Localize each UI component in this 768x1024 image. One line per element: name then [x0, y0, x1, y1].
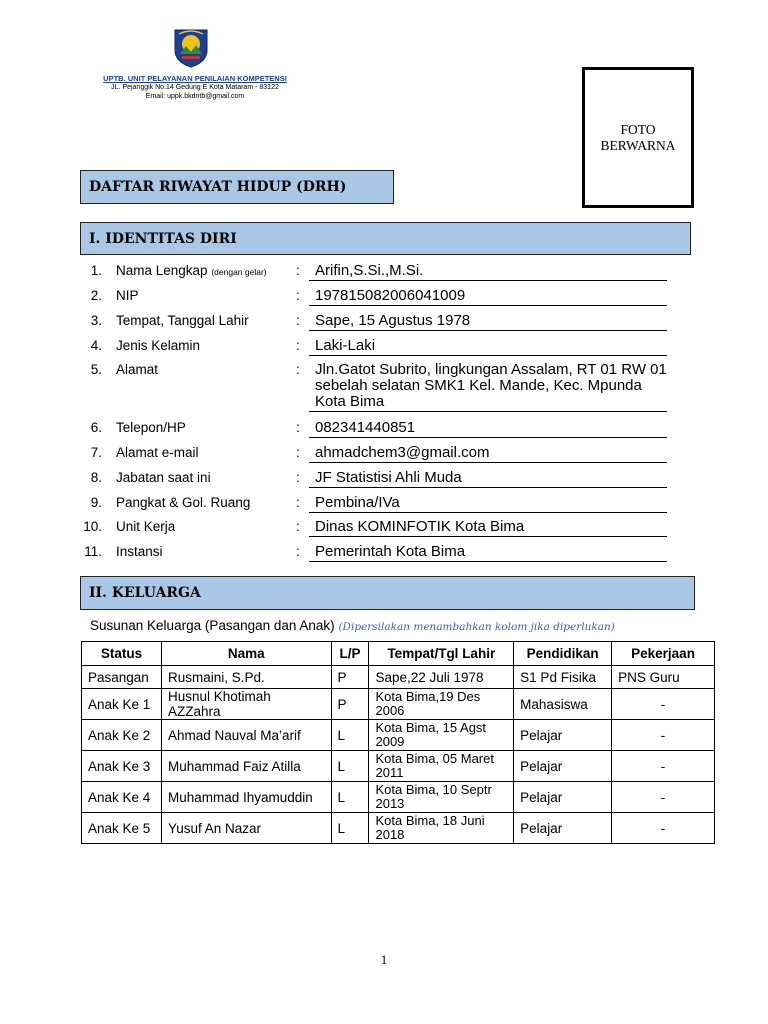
- phone-value: 082341440851: [309, 420, 667, 438]
- column-header: L/P: [331, 642, 369, 666]
- status-cell: Anak Ke 4: [82, 782, 162, 813]
- gender-cell: L: [331, 720, 369, 751]
- family-note: (Dipersilakan menambahkan kolom jika diperlukan): [338, 621, 615, 633]
- family-table: [81, 641, 715, 844]
- name-cell: Ahmad Nauval Ma’arif: [161, 720, 331, 751]
- row-label: Telepon/HP: [116, 420, 186, 435]
- row-label: Alamat: [116, 362, 159, 377]
- row-label: Unit Kerja: [116, 519, 176, 534]
- status-cell: Anak Ke 2: [82, 720, 162, 751]
- column-header: Tempat/Tgl Lahir: [369, 642, 514, 666]
- name-cell: Muhammad Faiz Atilla: [161, 751, 331, 782]
- row-number: 2.: [90, 288, 102, 303]
- column-header: Nama: [161, 642, 331, 666]
- position-value: JF Statistisi Ahli Muda: [309, 470, 667, 488]
- colon: :: [296, 287, 300, 303]
- row-label: Tempat, Tanggal Lahir: [116, 313, 249, 328]
- table-header-row: [82, 642, 715, 666]
- birth-cell: Kota Bima, 10 Septr 2013: [369, 782, 514, 813]
- row-label: Jabatan saat ini: [116, 470, 211, 485]
- email-value: ahmadchem3@gmail.com: [309, 445, 667, 463]
- page-number: 1: [380, 952, 388, 967]
- row-number: 1.: [90, 263, 102, 278]
- education-cell: Pelajar: [514, 782, 612, 813]
- education-cell: Mahasiswa: [514, 689, 612, 720]
- letterhead-address: JL. Pejanggik No.14 Gedung E Kota Mataram - 83122: [111, 84, 279, 91]
- row-number: 10.: [83, 519, 102, 534]
- birth-value: Sape, 15 Agustus 1978: [309, 313, 667, 331]
- name-cell: Husnul Khotimah AZZahra: [161, 689, 331, 720]
- family-subtitle: [90, 618, 615, 633]
- gender-cell: L: [331, 751, 369, 782]
- gender-cell: P: [331, 689, 369, 720]
- row-number: 4.: [90, 338, 102, 353]
- table-row: [82, 666, 715, 689]
- row-number: 6.: [90, 420, 102, 435]
- birth-cell: Kota Bima, 15 Agst 2009: [369, 720, 514, 751]
- colon: :: [296, 361, 300, 377]
- table-row: [82, 751, 715, 782]
- colon: :: [296, 543, 300, 559]
- name-cell: Yusuf An Nazar: [161, 813, 331, 844]
- table-row: [82, 813, 715, 844]
- status-cell: Pasangan: [82, 666, 162, 689]
- status-cell: Anak Ke 3: [82, 751, 162, 782]
- institution-value: Pemerintah Kota Bima: [309, 544, 667, 562]
- nip-value: 197815082006041009: [309, 288, 667, 306]
- occupation-cell: -: [612, 689, 715, 720]
- occupation-cell: PNS Guru: [612, 666, 715, 689]
- letterhead: [90, 74, 300, 101]
- colon: :: [296, 518, 300, 534]
- education-cell: S1 Pd Fisika: [514, 666, 612, 689]
- colon: :: [296, 494, 300, 510]
- status-cell: Anak Ke 5: [82, 813, 162, 844]
- row-label: [116, 263, 267, 278]
- label-text: Nama Lengkap: [116, 263, 208, 278]
- occupation-cell: -: [612, 782, 715, 813]
- row-number: 8.: [90, 470, 102, 485]
- education-cell: Pelajar: [514, 751, 612, 782]
- birth-cell: Kota Bima,19 Des 2006: [369, 689, 514, 720]
- row-number: 3.: [90, 313, 102, 328]
- row-label: Instansi: [116, 544, 163, 559]
- colon: :: [296, 312, 300, 328]
- family-subtitle-text: Susunan Keluarga (Pasangan dan Anak): [90, 618, 335, 633]
- gender-cell: L: [331, 813, 369, 844]
- colon: :: [296, 419, 300, 435]
- colon: :: [296, 337, 300, 353]
- column-header: Pendidikan: [514, 642, 612, 666]
- row-number: 5.: [90, 362, 102, 377]
- ntb-emblem-logo: [172, 28, 210, 68]
- birth-cell: Kota Bima, 18 Juni 2018: [369, 813, 514, 844]
- photo-label-line2: BERWARNA: [600, 137, 676, 153]
- table-row: [82, 782, 715, 813]
- row-label: Pangkat & Gol. Ruang: [116, 495, 251, 510]
- status-cell: Anak Ke 1: [82, 689, 162, 720]
- education-cell: Pelajar: [514, 813, 612, 844]
- column-header: Status: [82, 642, 162, 666]
- row-number: 7.: [90, 445, 102, 460]
- address-value: Jln.Gatot Subrito, lingkungan Assalam, RT 01 RW 01 sebelah selatan SMK1 Kel. Mande, Kec. Mpunda Kota Bima: [309, 362, 667, 412]
- gender-cell: P: [331, 666, 369, 689]
- table-row: [82, 720, 715, 751]
- occupation-cell: -: [612, 720, 715, 751]
- name-value: Arifin,S.Si.,M.Si.: [309, 263, 667, 281]
- letterhead-unit: UPTB. UNIT PELAYANAN PENILAIAN KOMPETENSI: [103, 74, 287, 83]
- birth-cell: Kota Bima, 05 Maret 2011: [369, 751, 514, 782]
- section-identity-title: I. IDENTITAS DIRI: [80, 222, 691, 255]
- table-row: [82, 689, 715, 720]
- photo-label-line1: FOTO: [620, 121, 656, 137]
- section-family-title: II. KELUARGA: [80, 576, 695, 610]
- photo-placeholder: [582, 67, 694, 208]
- row-label: NIP: [116, 288, 139, 303]
- occupation-cell: -: [612, 813, 715, 844]
- name-cell: Muhammad Ihyamuddin: [161, 782, 331, 813]
- document-title: DAFTAR RIWAYAT HIDUP (DRH): [80, 170, 394, 204]
- rank-value: Pembina/IVa: [309, 495, 667, 513]
- birth-cell: Sape,22 Juli 1978: [369, 666, 514, 689]
- gender-cell: L: [331, 782, 369, 813]
- occupation-cell: -: [612, 751, 715, 782]
- colon: :: [296, 262, 300, 278]
- label-note: (dengan gelar): [211, 267, 267, 277]
- letterhead-email: Email: uppk.bkdntb@gmail.com: [145, 93, 245, 100]
- colon: :: [296, 469, 300, 485]
- name-cell: Rusmaini, S.Pd.: [161, 666, 331, 689]
- row-number: 11.: [84, 544, 102, 559]
- row-label: Jenis Kelamin: [116, 338, 201, 353]
- column-header: Pekerjaan: [612, 642, 715, 666]
- gender-value: Laki-Laki: [309, 338, 667, 356]
- colon: :: [296, 444, 300, 460]
- work-unit-value: Dinas KOMINFOTIK Kota Bima: [309, 519, 667, 537]
- row-number: 9.: [90, 495, 102, 510]
- row-label: Alamat e-mail: [116, 445, 199, 460]
- education-cell: Pelajar: [514, 720, 612, 751]
